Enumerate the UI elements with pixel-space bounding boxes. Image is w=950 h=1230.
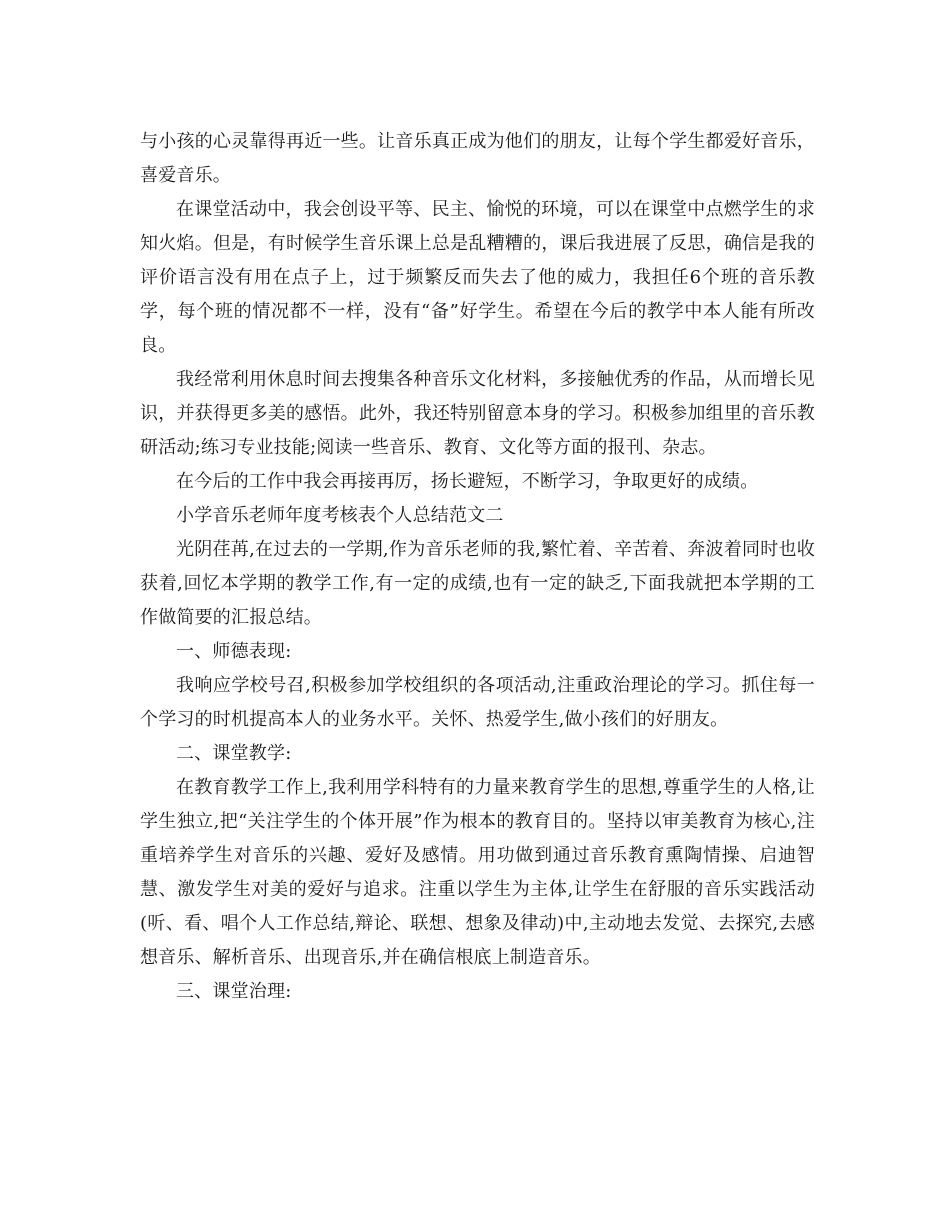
paragraph-ethics: 我响应学校号召,积极参加学校组织的各项活动,注重政治理论的学习。抓住每一个学习的时机提高本人的业务水平。关怀、热爱学生,做小孩们的好朋友。 xyxy=(140,675,815,730)
heading-teaching: 二、课堂教学: xyxy=(176,743,292,764)
heading-classroom-management: 三、课堂治理: xyxy=(176,981,292,1002)
paragraph-continuation: 与小孩的心灵靠得再近一些。让音乐真正成为他们的朋友，让每个学生都爱好音乐，喜爱音乐。 xyxy=(140,131,815,186)
heading-ethics: 一、师德表现: xyxy=(176,641,292,662)
paragraph-teaching: 在教育教学工作上,我利用学科特有的力量来教育学生的思想,尊重学生的人格,让学生独立,把“关注学生的个体开展”作为根本的教育目的。坚持以审美教育为核心,注重培养学生对音乐的兴趣、爱好及感情。用功做到通过音乐教育熏陶情操、启迪智慧、激发学生对美的爱好与追求。注重以学生为主体,让学生在舒服的音乐实践活动(听、看、唱个人工作总结,辩论、联想、想象及律动)中,主动地去发觉、去探究,去感想音乐、解析音乐、出现音乐,并在确信根底上制造音乐。 xyxy=(140,777,815,968)
paragraph-classroom-activity: 在课堂活动中，我会创设平等、民主、愉悦的环境，可以在课堂中点燃学生的求知火焰。但是，有时候学生音乐课上总是乱糟糟的，课后我进展了反思，确信是我的评价语言没有用在点子上，过于频繁反而失去了他的威力，我担任6个班的音乐教学，每个班的情况都不一样，没有“备”好学生。希望在今后的教学中本人能有所改良。 xyxy=(140,199,815,356)
paragraph-self-study: 我经常利用休息时间去搜集各种音乐文化材料，多接触优秀的作品，从而增长见识，并获得更多美的感悟。此外，我还特别留意本身的学习。积极参加组里的音乐教研活动;练习专业技能;阅读一些音乐、教育、文化等方面的报刊、杂志。 xyxy=(140,369,815,458)
section-title-sample-two: 小学音乐老师年度考核表个人总结范文二 xyxy=(176,505,504,526)
paragraph-intro: 光阴荏苒,在过去的一学期,作为音乐老师的我,繁忙着、辛苦着、奔波着同时也收获着,回忆本学期的教学工作,有一定的成绩,也有一定的缺乏,下面我就把本学期的工作做简要的汇报总结。 xyxy=(140,539,815,628)
document-body xyxy=(140,125,815,1009)
paragraph-future-work: 在今后的工作中我会再接再厉，扬长避短，不断学习，争取更好的成绩。 xyxy=(176,471,759,492)
